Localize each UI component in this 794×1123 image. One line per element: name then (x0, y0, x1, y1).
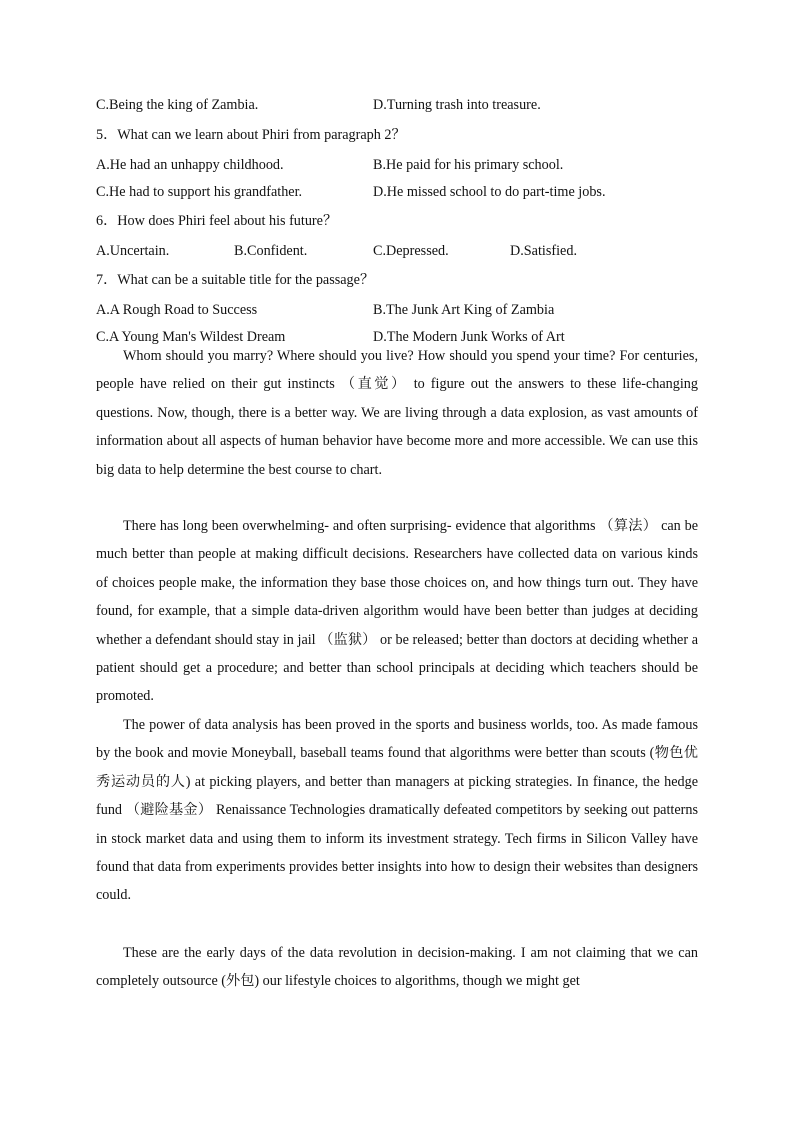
q7-option-b: B.The Junk Art King of Zambia (373, 302, 555, 318)
q7-option-row-1 (96, 300, 698, 320)
passage-paragraph-2: There has long been overwhelming- and often surprising- evidence that algorithms （算法） can be much better than people at making difficult decisions. Researchers have collected data on various kinds of choices people make, the information they base those choices on, and how things turn out. They have found, for example, that a simple data-driven algorithm would have been better than judges at deciding whether a defendant should stay in jail （监狱） or be released; better than doctors at deciding whether a patient should get a procedure; and better than school principals at deciding which teachers should be promoted. (96, 518, 698, 705)
q4-option-c: C.Being the king of Zambia. (96, 97, 259, 113)
q5-stem: 5．What can we learn about Phiri from paragraph 2？ (96, 127, 406, 143)
q6-option-c: C.Depressed. (373, 243, 449, 259)
q7-option-c: C.A Young Man's Wildest Dream (96, 329, 286, 345)
passage-paragraph-1: Whom should you marry? Where should you live? How should you spend your time? For centuries, people have relied on their gut instincts （直觉） to figure out the answers to these life-changing questions. Now, though, there is a better way. We are living through a data explosion, as vast amounts of information about all aspects of human behavior have become more and more accessible. We can use this big data to help determine the best course to chart. (96, 348, 698, 478)
q7-stem: 7．What can be a suitable title for the passage？ (96, 272, 375, 288)
q5-option-b: B.He paid for his primary school. (373, 157, 564, 173)
q7-option-a: A.A Rough Road to Success (96, 302, 258, 318)
q5-option-c: C.He had to support his grandfather. (96, 184, 303, 200)
q4-option-row (96, 95, 698, 115)
passage-paragraph-4: These are the early days of the data revolution in decision-making. I am not claiming that we can completely outsource (外包) our lifestyle choices to algorithms, though we might get (96, 945, 698, 990)
passage-paragraph-3: The power of data analysis has been proved in the sports and business worlds, too. As made famous by the book and movie Moneyball, baseball teams found that algorithms were better than scouts (物色优秀运动员的人) at picking players, and better than managers at picking strategies. In finance, the hedge fund （避险基金） Renaissance Technologies dramatically defeated competitors by seeking out patterns in stock market data and using them to inform its investment strategy. Tech firms in Silicon Valley have found that data from experiments provides better insights into how to design their websites than designers could. (96, 717, 698, 904)
q5-option-row-1 (96, 155, 698, 175)
q7-option-d: D.The Modern Junk Works of Art (373, 329, 565, 345)
q5-option-d: D.He missed school to do part-time jobs. (373, 184, 606, 200)
q6-option-a: A.Uncertain. (96, 243, 170, 259)
q4-option-d: D.Turning trash into treasure. (373, 97, 541, 113)
q5-option-row-2 (96, 182, 698, 202)
q6-option-d: D.Satisfied. (510, 243, 577, 259)
q5-option-a: A.He had an unhappy childhood. (96, 157, 284, 173)
q6-option-b: B.Confident. (234, 243, 308, 259)
q6-stem: 6．How does Phiri feel about his future？ (96, 213, 338, 229)
